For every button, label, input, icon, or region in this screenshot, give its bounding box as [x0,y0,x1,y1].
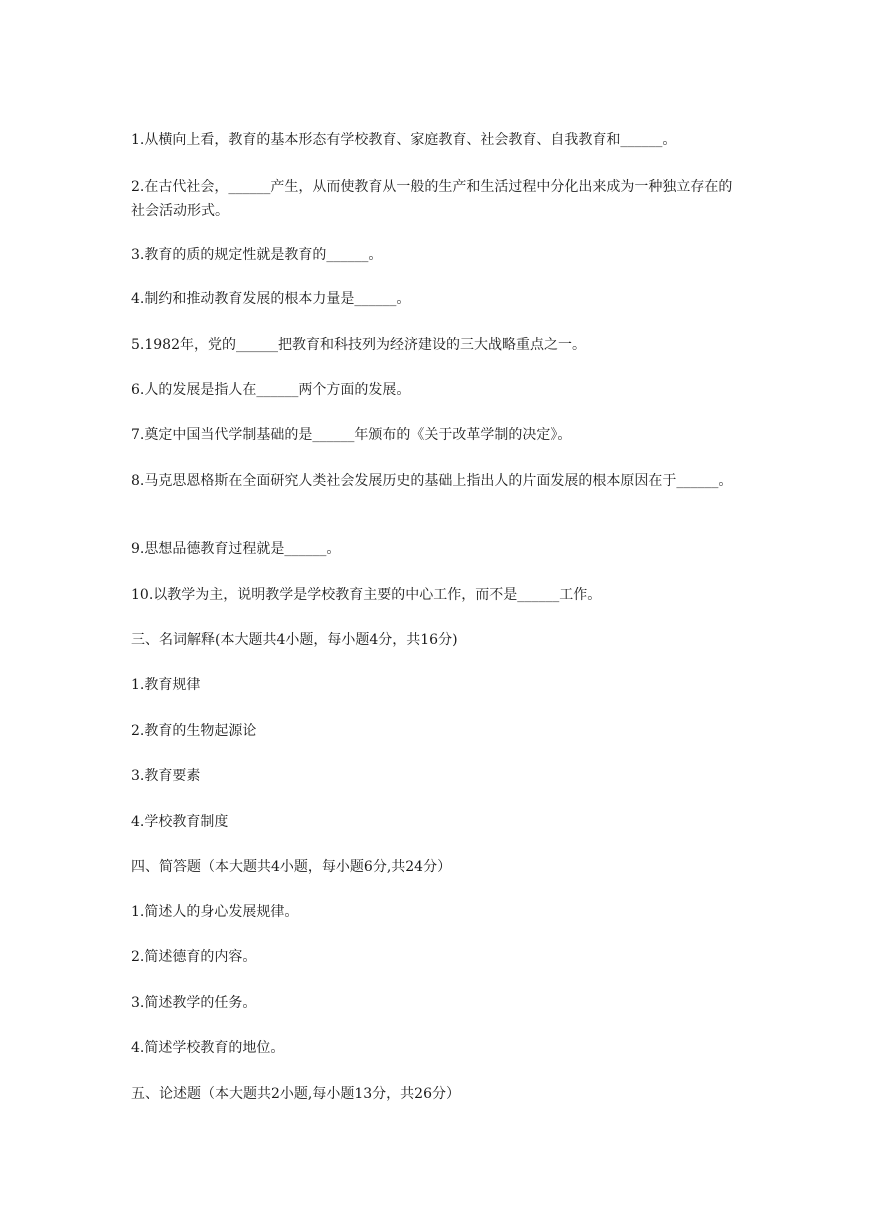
fill-blank-question-10: 10.以教学为主，说明教学是学校教育主要的中心工作，而不是______工作。 [131,587,602,603]
short-answer-question-1: 1.简述人的身心发展规律。 [131,904,299,920]
fill-blank-question-7: 7.奠定中国当代学制基础的是______年颁布的《关于改革学制的决定》。 [131,427,572,443]
section-heading-essay: 五、论述题（本大题共2小题,每小题13分，共26分） [131,1086,460,1102]
fill-blank-question-1: 1.从横向上看，教育的基本形态有学校教育、家庭教育、社会教育、自我教育和______。 [131,132,677,148]
fill-blank-question-9: 9.思想品德教育过程就是______。 [131,541,341,557]
section-heading-term-definitions: 三、名词解释(本大题共4小题，每小题4分，共16分) [131,632,458,648]
term-question-3: 3.教育要素 [131,768,201,784]
short-answer-question-3: 3.简述教学的任务。 [131,995,257,1011]
fill-blank-question-5: 5.1982年，党的______把教育和科技列为经济建设的三大战略重点之一。 [131,337,586,353]
fill-blank-question-3: 3.教育的质的规定性就是教育的______。 [131,247,383,263]
term-question-2: 2.教育的生物起源论 [131,723,257,739]
section-heading-short-answer: 四、简答题（本大题共4小题，每小题6分,共24分） [131,859,452,875]
fill-blank-question-6: 6.人的发展是指人在______两个方面的发展。 [131,382,411,398]
term-question-1: 1.教育规律 [131,677,201,693]
short-answer-question-2: 2.简述德育的内容。 [131,949,257,965]
fill-blank-question-2: 2.在古代社会，______产生，从而使教育从一般的生产和生活过程中分化出来成为一种独立存在的社会活动形式。 [131,179,733,219]
document-page [131,0,741,1228]
fill-blank-question-4: 4.制约和推动教育发展的根本力量是______。 [131,291,411,307]
term-question-4: 4.学校教育制度 [131,814,229,830]
short-answer-question-4: 4.简述学校教育的地位。 [131,1040,285,1056]
fill-blank-question-8: 8.马克思恩格斯在全面研究人类社会发展历史的基础上指出人的片面发展的根本原因在于______。 [131,473,733,489]
